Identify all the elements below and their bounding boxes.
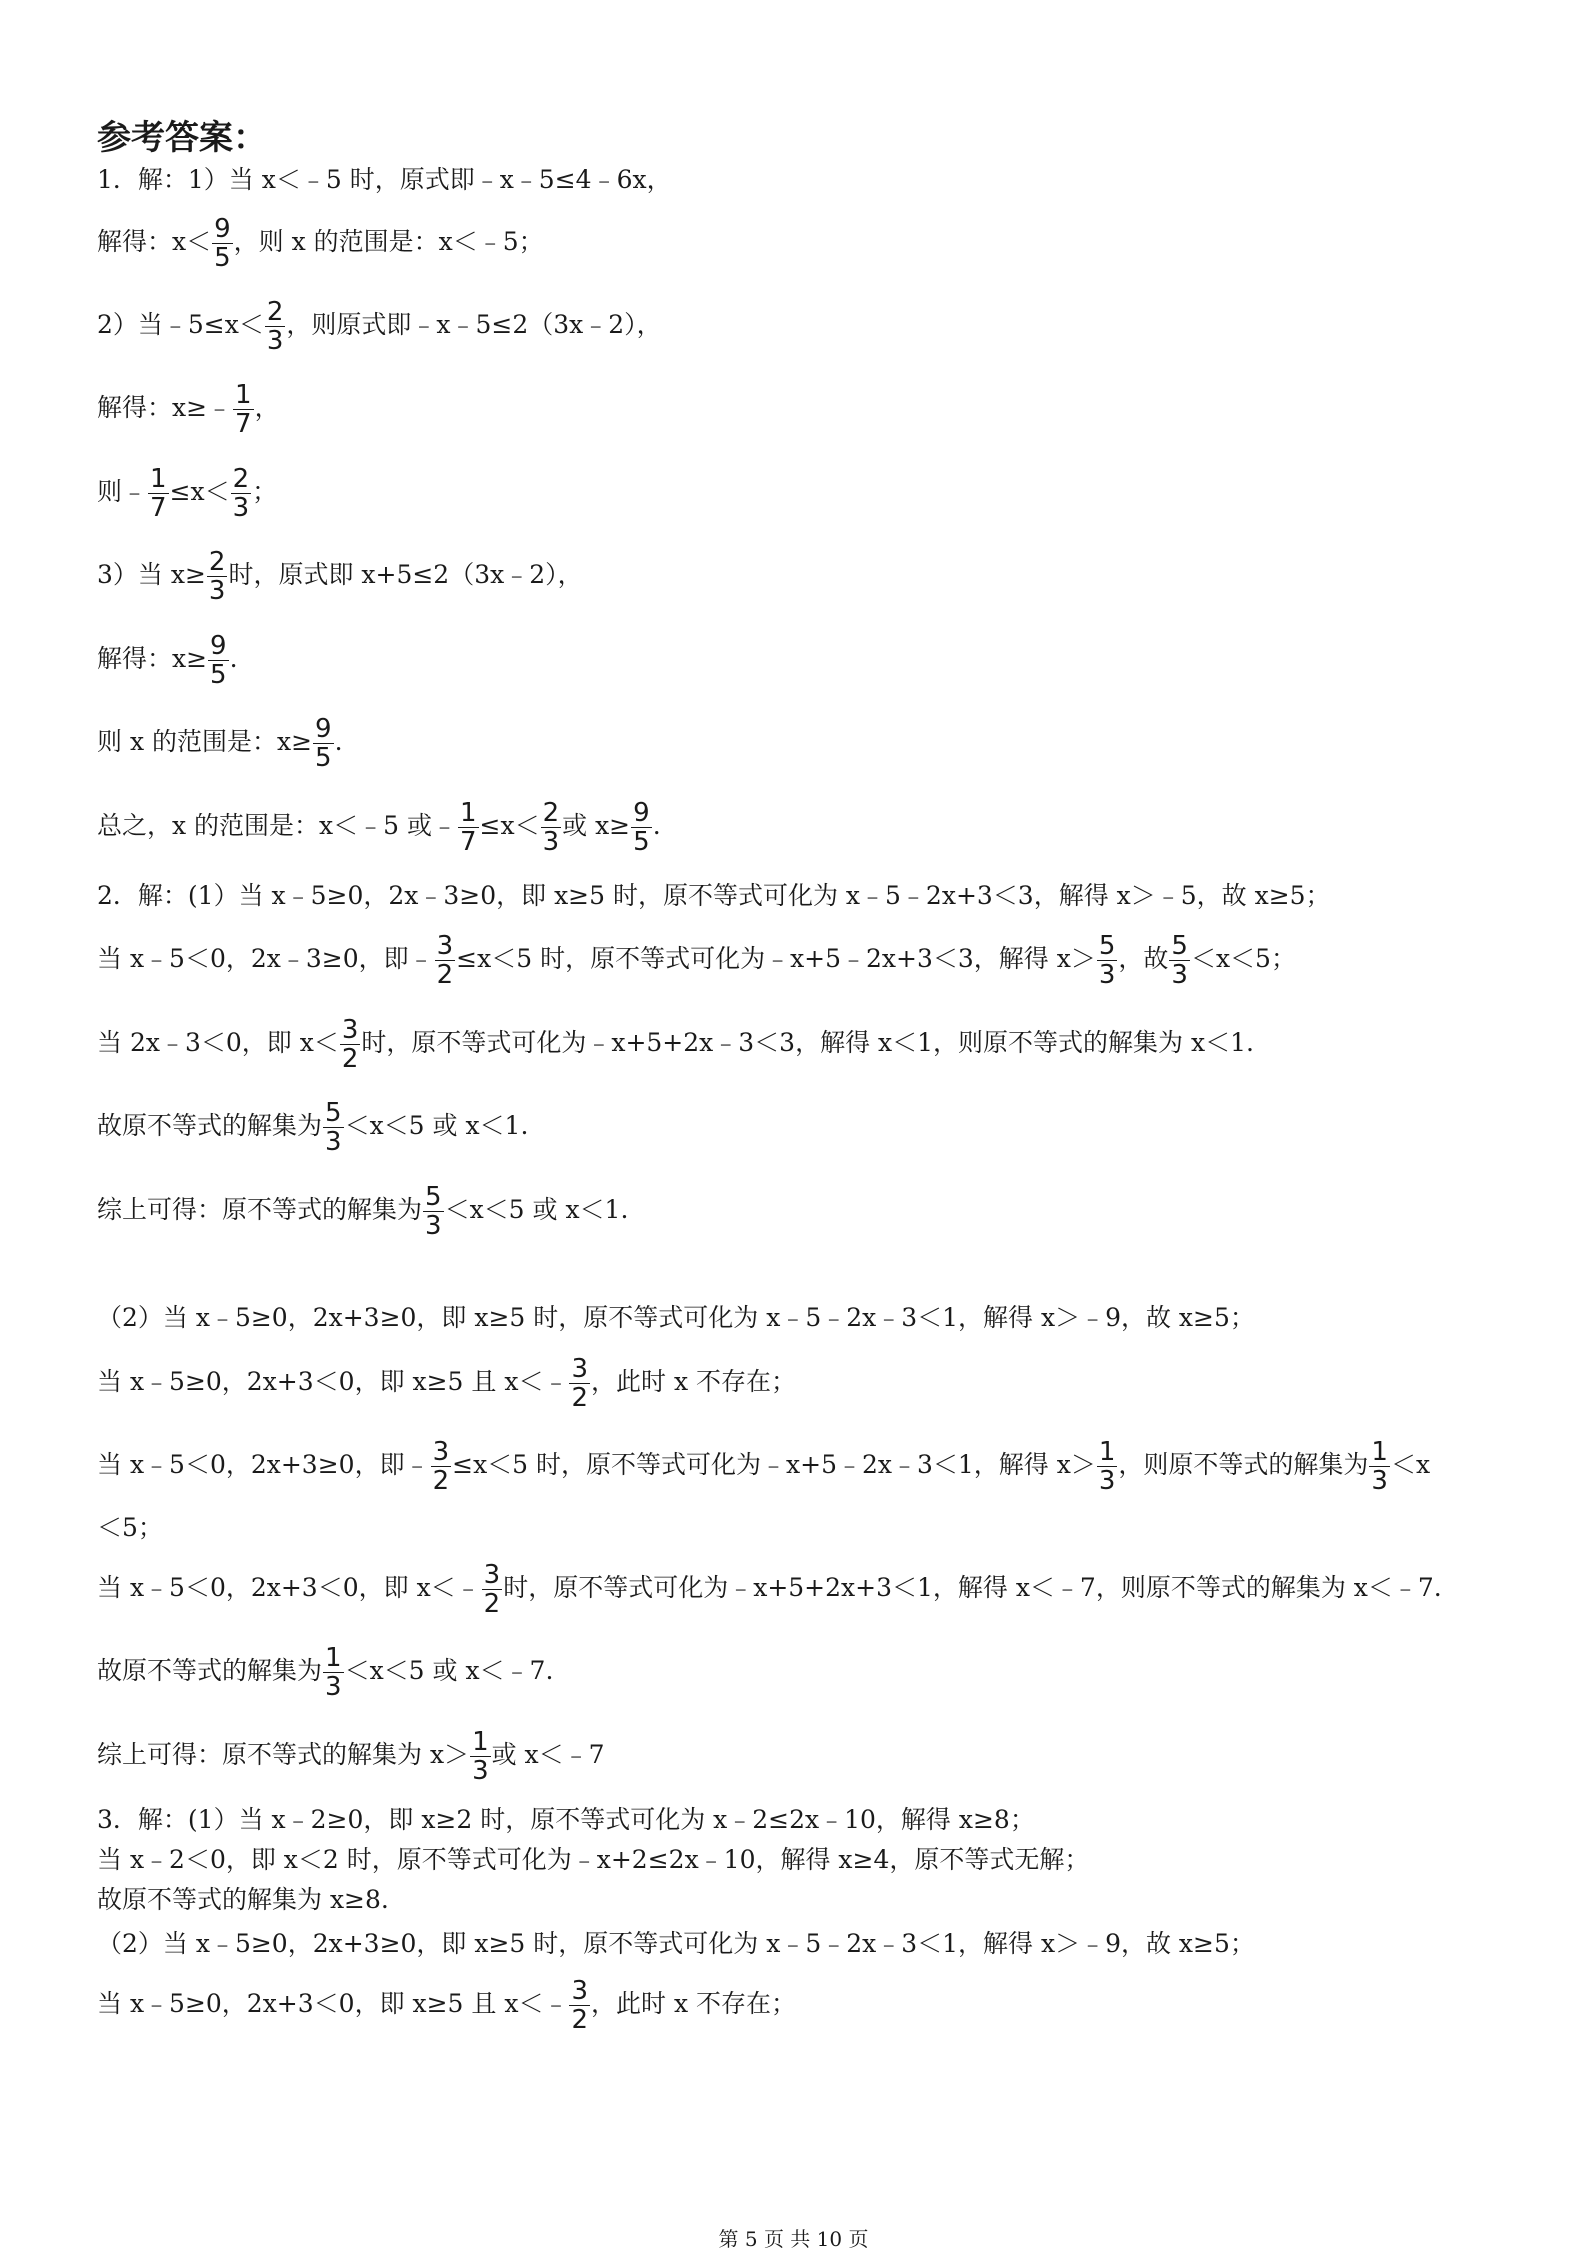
answer-line: [97, 165, 672, 195]
line-text: ≤x＜: [169, 477, 230, 506]
line-text: 或 x≥: [562, 811, 631, 840]
fraction: [231, 465, 252, 522]
fraction-denominator: 3: [208, 576, 226, 606]
line-text: 综上可得：原不等式的解集为: [97, 1195, 423, 1224]
fraction-denominator: 3: [325, 1672, 342, 1702]
fraction-numerator: 5: [1098, 931, 1116, 961]
fraction: [1097, 932, 1118, 989]
line-text: ≤x＜5 时，原不等式可化为﹣x+5﹣2x﹣3＜1，解得 x＞: [452, 1450, 1096, 1479]
line-text: ≤x＜5 时，原不等式可化为﹣x+5﹣2x+3＜3，解得 x＞: [456, 944, 1096, 973]
fraction: [313, 715, 334, 772]
fraction-denominator: 3: [472, 1756, 489, 1786]
fraction: [207, 548, 228, 605]
fraction: [208, 632, 229, 689]
fraction-denominator: 2: [571, 1383, 589, 1413]
fraction-numerator: 5: [1171, 931, 1188, 961]
fraction-denominator: 7: [235, 409, 252, 439]
fraction-denominator: 2: [341, 1044, 359, 1074]
fraction-numerator: 9: [633, 798, 650, 828]
line-text: ＜x: [1390, 1450, 1431, 1479]
fraction-numerator: 2: [208, 547, 226, 577]
fraction: [569, 1977, 590, 2034]
fraction: [233, 381, 254, 438]
fraction: [323, 1099, 344, 1156]
fraction-denominator: 5: [210, 660, 227, 690]
fraction-numerator: 1: [150, 464, 167, 494]
fraction-denominator: 2: [483, 1589, 501, 1619]
line-text: 总之，x 的范围是：x＜﹣5 或﹣: [97, 811, 457, 840]
answer-line: [97, 1303, 1255, 1333]
fraction-numerator: 3: [432, 1437, 450, 1467]
answer-line: [97, 1845, 1089, 1875]
fraction-numerator: 1: [325, 1643, 342, 1673]
fraction: [470, 1728, 491, 1785]
fraction-numerator: 5: [325, 1098, 342, 1128]
line-text: 故原不等式的解集为: [97, 1111, 323, 1140]
fraction: [1369, 1438, 1390, 1495]
fraction: [431, 1438, 452, 1495]
answer-line: [97, 1644, 553, 1701]
line-text: 综上可得：原不等式的解集为 x＞: [97, 1740, 470, 1769]
line-text: 当 x﹣5＜0，2x+3≥0，即﹣: [97, 1450, 430, 1479]
line-text: 时，原不等式可化为﹣x+5+2x+3＜1，解得 x＜﹣7，则原不等式的解集为 x＜﹣7.: [503, 1573, 1442, 1602]
answer-line: [97, 1099, 528, 1156]
answer-line: [97, 1728, 605, 1785]
fraction-numerator: 2: [266, 297, 284, 327]
answer-line: [97, 932, 1296, 989]
fraction-numerator: 3: [483, 1560, 501, 1590]
line-text: 时，原不等式可化为﹣x+5+2x﹣3＜3，解得 x＜1，则原不等式的解集为 x＜1.: [361, 1028, 1254, 1057]
answer-line: [97, 1438, 1430, 1495]
fraction-numerator: 9: [214, 214, 231, 244]
fraction-denominator: 3: [1098, 960, 1116, 990]
line-text: 则﹣: [97, 477, 148, 506]
line-text: ，此时 x 不存在；: [591, 1367, 797, 1396]
fraction-numerator: 3: [571, 1976, 589, 2006]
fraction: [212, 215, 233, 272]
answer-line: [97, 548, 583, 605]
answer-line: [97, 1929, 1255, 1959]
fraction-denominator: 3: [1171, 960, 1188, 990]
line-text: 当 x﹣5≥0，2x+3＜0，即 x≥5 且 x＜﹣: [97, 1367, 569, 1396]
fraction: [541, 799, 562, 856]
answer-line: [97, 1355, 796, 1412]
line-text: 3．解：(1）当 x﹣2≥0，即 x≥2 时，原不等式可化为 x﹣2≤2x﹣10，解得 x≥8；: [97, 1805, 1035, 1834]
answer-line: [97, 1805, 1035, 1835]
fraction-numerator: 3: [436, 931, 454, 961]
answer-line: [97, 1885, 389, 1915]
fraction-denominator: 3: [542, 827, 560, 857]
answer-line: [97, 1183, 628, 1240]
fraction: [323, 1644, 344, 1701]
answer-line: [97, 381, 280, 438]
fraction-numerator: 5: [425, 1182, 442, 1212]
fraction-denominator: 5: [633, 827, 650, 857]
line-text: ，则原不等式的解集为: [1118, 1450, 1369, 1479]
fraction: [148, 465, 169, 522]
answer-line: [97, 1977, 796, 2034]
fraction-denominator: 3: [1098, 1466, 1116, 1496]
answer-line: [97, 1561, 1442, 1618]
fraction-denominator: 7: [460, 827, 477, 857]
fraction: [1169, 932, 1190, 989]
line-text: 故原不等式的解集为: [97, 1656, 323, 1685]
answer-line: [97, 715, 343, 772]
fraction-denominator: 2: [436, 960, 454, 990]
fraction-denominator: 3: [266, 326, 284, 356]
fraction: [482, 1561, 503, 1618]
fraction-numerator: 3: [341, 1015, 359, 1045]
line-text: 当 x﹣5＜0，2x+3＜0，即 x＜﹣: [97, 1573, 481, 1602]
line-text: ，故: [1118, 944, 1169, 973]
line-text: 解得：x＜: [97, 227, 212, 256]
page-footer: 第 5 页 共 10 页: [718, 2227, 869, 2251]
line-text: ；: [252, 477, 278, 506]
line-text: 时，原式即 x+5≤2（3x﹣2），: [228, 560, 583, 589]
line-text: （2）当 x﹣5≥0，2x+3≥0，即 x≥5 时，原不等式可化为 x﹣5﹣2x﹣3＜1，解得 x＞﹣9，故 x≥5；: [97, 1303, 1255, 1332]
fraction-numerator: 1: [1371, 1437, 1388, 1467]
line-text: 2）当﹣5≤x＜: [97, 310, 264, 339]
answer-line: [97, 465, 277, 522]
answer-line: [97, 298, 662, 355]
line-text: （2）当 x﹣5≥0，2x+3≥0，即 x≥5 时，原不等式可化为 x﹣5﹣2x﹣3＜1，解得 x＞﹣9，故 x≥5；: [97, 1929, 1255, 1958]
line-text: 解得：x≥: [97, 644, 208, 673]
line-text: 1．解：1）当 x＜﹣5 时，原式即﹣x﹣5≤4﹣6x，: [97, 165, 672, 194]
line-text: ，此时 x 不存在；: [591, 1989, 797, 2018]
fraction-numerator: 9: [315, 714, 332, 744]
line-text: .: [334, 727, 343, 756]
fraction-numerator: 1: [235, 380, 252, 410]
fraction-numerator: 1: [460, 798, 477, 828]
fraction-denominator: 7: [150, 493, 167, 523]
line-text: 当 x﹣5≥0，2x+3＜0，即 x≥5 且 x＜﹣: [97, 1989, 569, 2018]
fraction-numerator: 2: [542, 798, 560, 828]
line-text: 2．解：(1）当 x﹣5≥0，2x﹣3≥0，即 x≥5 时，原不等式可化为 x﹣5﹣2x+3＜3，解得 x＞﹣5，故 x≥5；: [97, 881, 1331, 910]
line-text: ＜x＜5 或 x＜1.: [444, 1195, 629, 1224]
answer-line: [97, 215, 544, 272]
fraction-denominator: 5: [315, 743, 332, 773]
fraction-denominator: 2: [571, 2005, 589, 2035]
answer-line: [97, 1016, 1254, 1073]
fraction: [265, 298, 286, 355]
line-text: 解得：x≥﹣: [97, 393, 233, 422]
fraction: [423, 1183, 444, 1240]
fraction-denominator: 5: [214, 243, 231, 273]
page-title: 参考答案：: [97, 118, 267, 158]
line-text: 当 x﹣5＜0，2x﹣3≥0，即﹣: [97, 944, 434, 973]
line-text: 3）当 x≥: [97, 560, 206, 589]
answer-line: [97, 632, 238, 689]
line-text: 或 x＜﹣7: [491, 1740, 605, 1769]
answer-line: [97, 799, 661, 856]
fraction-denominator: 3: [232, 493, 250, 523]
line-text: ＜x＜5 或 x＜1.: [344, 1111, 529, 1140]
fraction-numerator: 9: [210, 631, 227, 661]
line-text: ＜x＜5；: [1190, 944, 1296, 973]
line-text: 故原不等式的解集为 x≥8.: [97, 1885, 389, 1914]
fraction-denominator: 3: [425, 1211, 442, 1241]
fraction-denominator: 3: [325, 1127, 342, 1157]
line-text: .: [229, 644, 238, 673]
fraction-numerator: 2: [232, 464, 250, 494]
line-text: ≤x＜: [479, 811, 540, 840]
line-text: ＜5；: [97, 1513, 163, 1542]
fraction-numerator: 1: [1098, 1437, 1116, 1467]
fraction: [631, 799, 652, 856]
line-text: ，则 x 的范围是：x＜﹣5；: [233, 227, 544, 256]
line-text: ，则原式即﹣x﹣5≤2（3x﹣2），: [286, 310, 662, 339]
fraction: [458, 799, 479, 856]
fraction: [340, 1016, 361, 1073]
fraction-denominator: 3: [1371, 1466, 1388, 1496]
answer-line: [97, 881, 1331, 911]
answer-line: [97, 1513, 163, 1543]
line-text: ，: [254, 393, 280, 422]
fraction-denominator: 2: [432, 1466, 450, 1496]
fraction-numerator: 1: [472, 1727, 489, 1757]
line-text: 当 x﹣2＜0，即 x＜2 时，原不等式可化为﹣x+2≤2x﹣10，解得 x≥4，原不等式无解；: [97, 1845, 1090, 1874]
line-text: 则 x 的范围是：x≥: [97, 727, 313, 756]
line-text: 当 2x﹣3＜0，即 x＜: [97, 1028, 339, 1057]
line-text: .: [652, 811, 661, 840]
fraction: [569, 1355, 590, 1412]
line-text: ＜x＜5 或 x＜﹣7.: [344, 1656, 554, 1685]
fraction-numerator: 3: [571, 1354, 589, 1384]
fraction: [1097, 1438, 1118, 1495]
fraction: [435, 932, 456, 989]
